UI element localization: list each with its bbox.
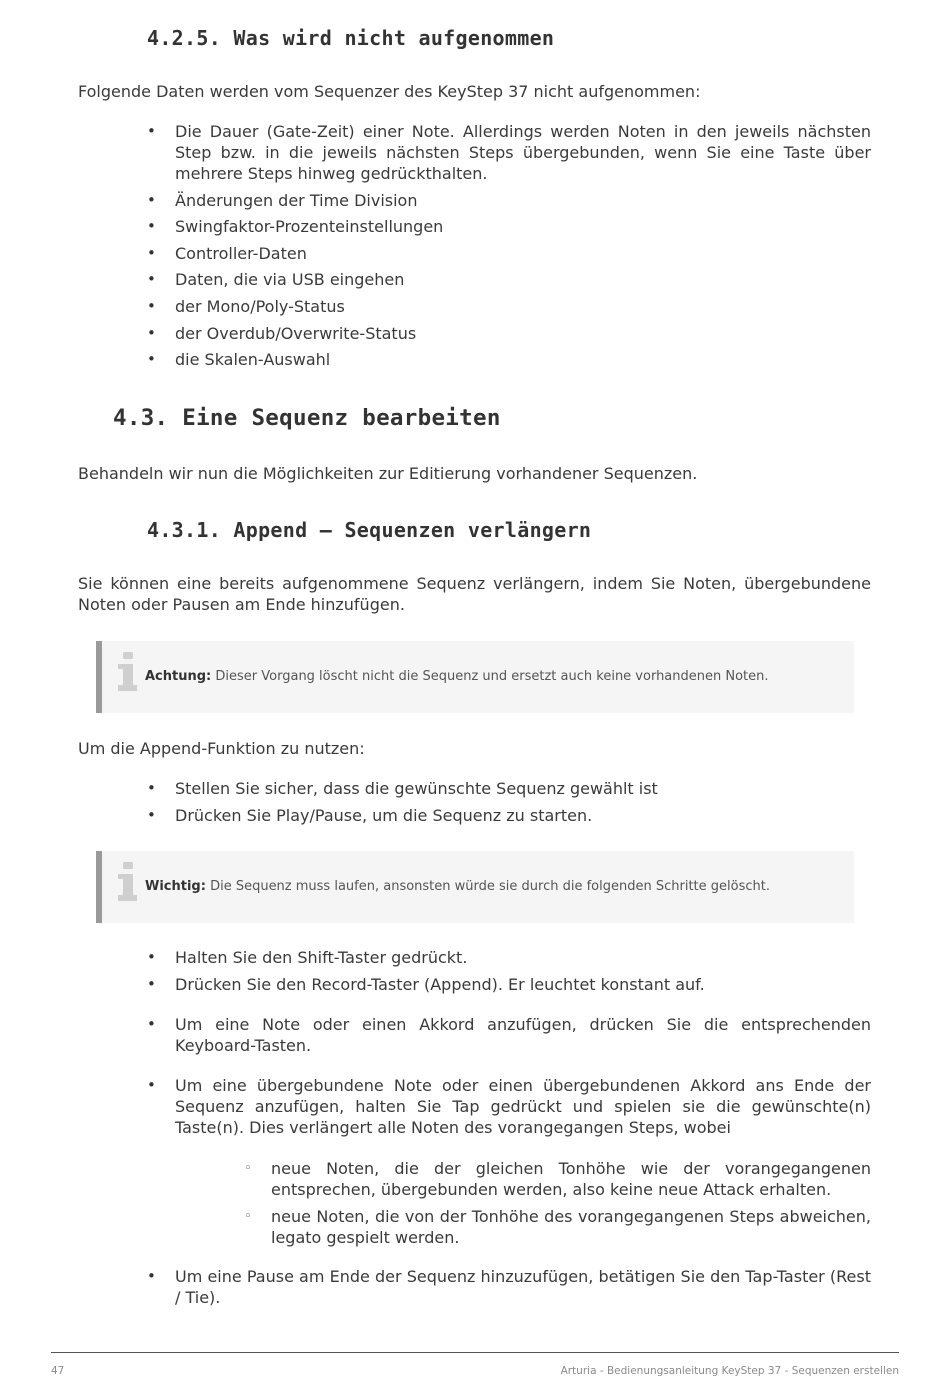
footer-rule bbox=[51, 1352, 899, 1353]
list-item: • der Mono/Poly-Status bbox=[147, 296, 871, 317]
note-text bbox=[145, 878, 844, 895]
paragraph-append-usage: Um die Append-Funktion zu nutzen: bbox=[78, 739, 365, 758]
note-label: Wichtig: bbox=[145, 879, 206, 894]
page-number: 47 bbox=[51, 1365, 65, 1377]
list-item: • Halten Sie den Shift-Taster gedrückt. bbox=[147, 947, 871, 968]
note-text bbox=[145, 668, 844, 685]
append-chord-list bbox=[147, 1014, 871, 1062]
list-item: • Drücken Sie den Record-Taster (Append). Er leuchtet konstant auf. bbox=[147, 974, 871, 995]
paragraph-intro-not-recorded: Folgende Daten werden vom Sequenzer des KeyStep 37 nicht aufgenommen: bbox=[78, 82, 701, 101]
section-heading-4-3-1: 4.3.1. Append – Sequenzen verlängern bbox=[147, 518, 592, 542]
info-icon bbox=[118, 862, 140, 904]
info-icon bbox=[118, 652, 140, 694]
section-heading-4-2-5: 4.2.5. Was wird nicht aufgenommen bbox=[147, 26, 555, 50]
section-heading-4-3: 4.3. Eine Sequenz bearbeiten bbox=[113, 405, 501, 431]
attention-note-box bbox=[96, 641, 854, 713]
note-body: Dieser Vorgang löscht nicht die Sequenz und ersetzt auch keine vorhandenen Noten. bbox=[211, 669, 769, 684]
list-item: • die Skalen-Auswahl bbox=[147, 349, 871, 370]
not-recorded-list bbox=[147, 121, 871, 376]
list-item: • Daten, die via USB eingehen bbox=[147, 269, 871, 290]
tie-sublist bbox=[244, 1158, 871, 1254]
list-item: • Controller-Daten bbox=[147, 243, 871, 264]
paragraph-append-intro: Sie können eine bereits aufgenommene Sequenz verlängern, indem Sie Noten, übergebundene Noten oder Pausen am Ende hinzufügen. bbox=[78, 574, 871, 614]
note-label: Achtung: bbox=[145, 669, 212, 684]
sublist-item: ◦ neue Noten, die von der Tonhöhe des vorangegangenen Steps abweichen, legato gespielt werden. bbox=[244, 1206, 871, 1248]
list-item: • Drücken Sie Play/Pause, um die Sequenz zu starten. bbox=[147, 805, 871, 826]
list-item: • Um eine übergebundene Note oder einen übergebundenen Akkord ans Ende der Sequenz anzufügen, halten Sie Tap gedrückt und spielen sie die gewünschte(n) Taste(n). Dies verlängert alle Noten des vorangegangen Steps, wobei bbox=[147, 1075, 871, 1138]
list-item: • Stellen Sie sicher, dass die gewünschte Sequenz gewählt ist bbox=[147, 778, 871, 799]
paragraph-intro-editing: Behandeln wir nun die Möglichkeiten zur Editierung vorhandener Sequenzen. bbox=[78, 464, 698, 483]
footer-doc-title: Arturia - Bedienungsanleitung KeyStep 37 - Sequenzen erstellen bbox=[560, 1365, 899, 1377]
important-note-box bbox=[96, 851, 854, 923]
append-steps-list-b bbox=[147, 947, 871, 1000]
list-item: • Um eine Pause am Ende der Sequenz hinzuzufügen, betätigen Sie den Tap-Taster (Rest / Tie). bbox=[147, 1266, 871, 1308]
append-rest-list bbox=[147, 1266, 871, 1314]
list-item: • der Overdub/Overwrite-Status bbox=[147, 323, 871, 344]
list-item: • Um eine Note oder einen Akkord anzufügen, drücken Sie die entsprechenden Keyboard-Tasten. bbox=[147, 1014, 871, 1056]
append-steps-list-a bbox=[147, 778, 871, 831]
list-item: • Die Dauer (Gate-Zeit) einer Note. Allerdings werden Noten in den jeweils nächsten Step bzw. in die jeweils nächsten Steps übergebunden, wenn Sie eine Taste über mehrere Steps hinweg gedrückthalten. bbox=[147, 121, 871, 184]
list-item: • Swingfaktor-Prozenteinstellungen bbox=[147, 216, 871, 237]
note-body: Die Sequenz muss laufen, ansonsten würde sie durch die folgenden Schritte gelöscht. bbox=[205, 879, 770, 894]
list-item: • Änderungen der Time Division bbox=[147, 190, 871, 211]
append-tie-list bbox=[147, 1075, 871, 1144]
sublist-item: ◦ neue Noten, die der gleichen Tonhöhe wie der vorangegangenen entsprechen, übergebunden werden, also keine neue Attack erhalten. bbox=[244, 1158, 871, 1200]
